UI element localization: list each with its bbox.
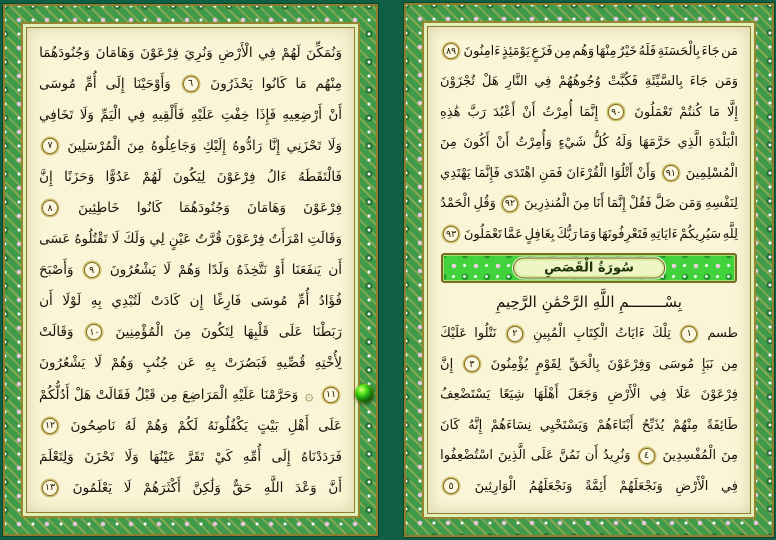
quran-word: رَادُّوهُ: [232, 137, 263, 154]
ayah-number-marker: ٩٢: [502, 196, 518, 212]
quran-word: لَا: [123, 479, 132, 496]
quran-word: فِي: [258, 44, 276, 61]
quran-word: وَيَسْتَحْيِي: [539, 417, 589, 433]
quran-word: الْقُرْءَانَ: [566, 165, 607, 181]
quran-word: رَبَطْنَا: [312, 324, 342, 341]
quran-word: مُوسَى: [658, 356, 695, 372]
quran-word: عَن: [177, 355, 196, 372]
quran-word: يُذَبِّحُ: [641, 417, 665, 433]
quran-word: أَنَا: [592, 196, 605, 212]
quran-word: الَّذِينَ: [497, 448, 526, 464]
quran-text-line: [39, 130, 342, 161]
ayah-number-marker: ٥: [443, 478, 459, 494]
quran-text-line: [440, 128, 738, 159]
ayah-number-marker: ٢: [507, 326, 523, 342]
quran-word: وَلَدًا: [207, 262, 230, 279]
ayah-number-marker: ٦: [183, 76, 199, 92]
quran-word: أُمِّهِ: [242, 448, 262, 465]
quran-word: لِأُخْتِهِ: [314, 355, 342, 372]
quran-word: لِيَكُونَ: [172, 168, 206, 185]
quran-word: عَلَيْهِ: [190, 106, 215, 123]
quran-word: فَالْتَقَطَهُ: [298, 168, 342, 185]
quran-word: عَمَّا: [503, 226, 523, 242]
quran-word: بِهِ: [204, 355, 216, 372]
quran-word: فَتَعْرِفُونَهَا: [597, 226, 649, 242]
quran-word: وَهُمْ: [145, 417, 169, 434]
quran-word: رَبَّ: [467, 104, 487, 120]
quran-word: أَنَّ: [328, 479, 342, 496]
quran-text-line: [39, 99, 342, 130]
quran-word: الْوَارِثِينَ: [474, 478, 517, 494]
quran-word: وَحَزَنًا: [64, 168, 95, 185]
ayah-number-marker: ١٣: [42, 480, 58, 496]
quran-word: وَجُنُودَهُمَا: [39, 44, 91, 61]
quran-word: وَمَن: [714, 74, 738, 90]
ayah-number-marker: ٩١: [663, 165, 679, 181]
quran-word: رَبُّكَ: [556, 226, 578, 242]
quran-word: فِرْعَوْنَ: [700, 387, 738, 403]
quran-word: إِلَى: [105, 75, 125, 92]
quran-text-line: [39, 286, 342, 317]
quran-word: مَن: [721, 43, 738, 59]
quran-word: الْأَرْضِ: [607, 387, 641, 403]
quran-word: تَعْمَلُونَ: [463, 226, 502, 242]
quran-word: نَمُنَّ: [558, 448, 580, 464]
quran-word: جَاءَ: [701, 43, 720, 59]
quran-word: فِي: [720, 478, 738, 494]
quran-word: لَتُبْدِي: [111, 293, 142, 310]
quran-word: وَلَهُ: [615, 135, 633, 151]
quran-word: طسم: [707, 326, 738, 342]
quran-word: لَوْلَا: [62, 293, 82, 310]
ayah-number-marker: ٩: [84, 262, 100, 278]
quran-text-line: [440, 441, 738, 472]
quran-word: فِرْعَوْنَ: [216, 168, 256, 185]
quran-word: وَلَا: [327, 137, 342, 154]
ayah-number-marker: ٨٩: [443, 43, 459, 59]
quran-word: فِي: [534, 74, 552, 90]
quran-word: فَرَدَدْنَاهُ: [301, 448, 342, 465]
quran-word: عَدُوًّا: [105, 168, 131, 185]
right-page-top-text: [440, 36, 738, 250]
quran-word: تَقَرَّ: [186, 448, 205, 465]
quran-word: أَرْضِعِيهِ: [282, 106, 322, 123]
quran-word: تِلْكَ: [652, 326, 671, 342]
quran-word: مِنْهُم: [315, 75, 342, 92]
quran-word: وَفِرْعَوْنَ: [607, 356, 652, 372]
ayah-number-marker: ٧: [42, 138, 58, 154]
quran-word: أَنْ: [495, 135, 510, 151]
quran-word: وَحَرَّمْنَا: [260, 386, 299, 403]
quran-word: عَلَيْهِ: [232, 386, 257, 403]
ayah-number-marker: ٨: [42, 200, 58, 216]
quran-word: لَا: [94, 355, 102, 372]
quran-word: حَقٌّ: [232, 479, 253, 496]
quran-text-line: [39, 379, 342, 410]
quran-word: النَّارِ: [505, 74, 528, 90]
quran-word: ءَامِنُونَ: [463, 43, 501, 59]
quran-word: وَأَصْبَحَ: [39, 262, 74, 279]
quran-word: أَئِمَّةً: [584, 478, 607, 494]
quran-word: فَلَهُ: [638, 43, 657, 59]
quran-word: عَيْنٍ: [168, 231, 192, 248]
quran-word: كَادَتْ: [150, 293, 181, 310]
quran-word: فَأَلْقِيهِ: [151, 106, 185, 123]
quran-word: مِنْهُمْ: [672, 417, 699, 433]
quran-word: وَلَا: [79, 106, 94, 123]
quran-word: أَكُونَ: [463, 135, 490, 151]
quran-word: لَهُ: [124, 417, 137, 434]
quran-word: فَقُلْ: [628, 196, 652, 212]
rub-el-hizb-icon: ۞: [304, 385, 314, 404]
quran-word: فَزَعٍ: [531, 43, 553, 59]
quran-word: إِلَّا: [726, 104, 738, 120]
quran-text-line: [39, 192, 342, 223]
quran-word: إِنَّمَا: [579, 104, 599, 120]
quran-word: مِنَ: [721, 448, 738, 464]
position-marker-sphere-icon[interactable]: [355, 384, 374, 403]
quran-word: تَخَافِي: [39, 106, 74, 123]
quran-word: قُرَّتُ: [195, 231, 222, 248]
quran-word: أَهْلِ: [287, 417, 309, 434]
right-page[interactable]: [404, 3, 774, 537]
quran-word: نَتَّخِذَهُ: [236, 262, 268, 279]
ayah-number-marker: ١٢: [42, 418, 58, 434]
quran-word: إِنَّ: [440, 356, 454, 372]
ayah-number-marker: ٤: [639, 448, 655, 464]
quran-word: إِلَيْكِ: [202, 137, 227, 154]
quran-word: وَجَاعِلُوهُ: [150, 137, 197, 154]
quran-word: أُمِّ: [297, 293, 310, 310]
quran-word: الْمَرَاضِعَ: [182, 386, 228, 403]
quran-word: عَسَى: [39, 231, 71, 248]
quran-word: جُنُبٍ: [142, 355, 169, 372]
quran-word: وَأُمِرْتُ: [515, 135, 552, 151]
quran-word: فِي: [127, 106, 146, 123]
quran-word: وَعْدَ: [295, 479, 317, 496]
quran-word: تَعْمَلُونَ: [634, 104, 673, 120]
quran-word: عَلَى: [318, 417, 342, 434]
quran-word: وَجَعَلَ: [567, 387, 599, 403]
quran-text-line: [39, 255, 342, 286]
quran-word: يَعْلَمُونَ: [72, 479, 113, 496]
quran-word: خِفْتِ: [220, 106, 250, 123]
quran-word: إِن: [189, 293, 204, 310]
quran-word: لِي: [149, 231, 165, 248]
quran-word: كَانُوا: [261, 75, 287, 92]
quran-word: الْيَمِّ: [100, 106, 122, 123]
quran-word: وَلَٰكِنَّ: [192, 479, 221, 496]
quran-word: الَّذِي: [677, 135, 703, 151]
quran-word: هَلْ: [481, 74, 499, 90]
quran-word: عَلَيْكَ: [440, 326, 468, 342]
quran-word: بِالْحَقِّ: [568, 356, 600, 372]
quran-word: سَيُرِيكُمْ: [679, 226, 721, 242]
quran-word: وَلَا: [124, 448, 139, 465]
quran-word: هَلْ: [73, 386, 92, 403]
quran-word: لِلَّهِ: [722, 226, 738, 242]
quran-word: لِنَفْسِهِ: [704, 196, 738, 212]
quran-word: كَيْ: [214, 448, 233, 465]
quran-word: مِنَ: [572, 196, 590, 212]
quran-word: بِهِ: [90, 293, 102, 310]
ayah-number-marker: ١٠: [86, 324, 102, 340]
quran-word: عَلَا: [675, 387, 692, 403]
quran-word: مِن: [554, 43, 571, 59]
quran-word: نِسَاءَهُمْ: [490, 417, 532, 433]
quran-word: اللَّهِ: [263, 479, 284, 496]
quran-word: أَعْبُدَ: [493, 104, 516, 120]
quran-word: وَنَجْعَلَهُمُ: [528, 478, 573, 494]
ayah-number-marker: ١١: [323, 387, 339, 403]
quran-word: وَلَكَ: [123, 231, 146, 248]
quran-word: ضَلَّ: [654, 196, 676, 212]
quran-word: الْمُبِينِ: [532, 326, 566, 342]
quran-word: وَنُمَكِّنَ: [306, 44, 342, 61]
quran-word: فَكُبَّتْ: [607, 74, 638, 90]
quran-word: وَأَنْ: [636, 165, 656, 181]
quran-word: تَقْتُلُوهُ: [74, 231, 108, 248]
quran-word: لَا: [163, 262, 171, 279]
quran-text-line: [39, 68, 342, 99]
quran-word: مَا: [709, 104, 720, 120]
quran-text-line: [440, 471, 738, 502]
quran-word: مِن: [160, 386, 178, 403]
quran-text-line: [39, 472, 342, 503]
quran-word: إِنَّا: [268, 137, 281, 154]
quran-word: أَبْنَاءَهُمْ: [596, 417, 634, 433]
quran-text-line: [440, 410, 738, 441]
quran-word: جَاءَ: [689, 74, 708, 90]
ayah-number-marker: ٩٣: [443, 226, 459, 242]
quran-word: قَلْبِهَا: [243, 324, 269, 341]
surah-title-cartouche: [513, 257, 665, 278]
quran-word: إِنَّهُ: [468, 417, 483, 433]
right-page-bottom-text: [440, 319, 738, 502]
quran-word: نَتْلُوا: [474, 326, 497, 342]
quran-word: الْحَمْدُ: [440, 196, 471, 212]
quran-word: يَوْمَئِذٍ: [501, 43, 530, 59]
quran-word: فَإِذَا: [255, 106, 277, 123]
quran-word: يَحْذَرُونَ: [210, 75, 253, 92]
ayah-number-marker: ١: [681, 326, 697, 342]
quran-word: عَلَى: [278, 324, 303, 341]
quran-word: وَنُرِيدُ: [603, 448, 631, 464]
quran-text-line: [39, 161, 342, 192]
quran-word: تَحْزَنَ: [84, 448, 115, 465]
quran-word: أَهْلَهَا: [533, 387, 559, 403]
quran-word: شَيْءٍ: [558, 135, 587, 151]
quran-text-line: [39, 348, 342, 379]
quran-word: الْأَرْضِ: [218, 44, 253, 61]
quran-word: اهْتَدَى: [503, 165, 535, 181]
quran-text-line: [440, 349, 738, 380]
quran-word: وَلِتَعْلَمَ: [39, 448, 74, 465]
quran-word: إِنَّ: [39, 168, 53, 185]
quran-word: لَكُمْ: [177, 417, 199, 434]
quran-word: الْأَرْضِ: [675, 478, 709, 494]
quran-word: إِلَى: [271, 448, 291, 465]
quran-word: أَوْ: [274, 262, 285, 279]
ayah-number-marker: ٣: [464, 356, 480, 372]
right-page-paper: [427, 26, 751, 514]
quran-word: وَهُمْ: [178, 262, 201, 279]
quran-word: عَيْنُهَا: [149, 448, 176, 465]
quran-word: كَانُوا: [136, 200, 162, 217]
quran-word: وَهُمْ: [111, 355, 134, 372]
quran-word: فِرْعَوْنَ: [303, 200, 342, 217]
quran-word: مِن: [721, 356, 738, 372]
quran-word: فِي: [649, 387, 667, 403]
quran-word: كَانَ: [440, 417, 460, 433]
quran-word: وَمَا: [579, 226, 597, 242]
quran-text-line: [440, 319, 738, 350]
quran-word: وَقَالَتِ: [307, 231, 342, 248]
quran-word: نَبَإِ: [701, 356, 714, 372]
quran-text-line: [440, 36, 738, 67]
quran-word: وَقَالَتْ: [39, 324, 74, 341]
quran-word: الْمُرْسَلِينَ: [67, 137, 121, 154]
left-page[interactable]: [3, 4, 378, 536]
quran-text-line: [39, 37, 342, 68]
quran-word: أَنْ: [328, 106, 342, 123]
quran-text-line: [440, 380, 738, 411]
quran-word: مُوسَى: [250, 293, 288, 310]
quran-word: شِيَعًا: [499, 387, 525, 403]
quran-word: يُؤْمِنُونَ: [490, 356, 529, 372]
quran-word: وَهَامَانَ: [247, 200, 287, 217]
quran-word: الْبَلْدَةِ: [708, 135, 738, 151]
quran-word: لَا: [111, 231, 120, 248]
quran-word: هَٰذِهِ: [440, 104, 461, 120]
quran-word: لِتَكُونَ: [201, 324, 234, 341]
quran-word: حَرَّمَهَا: [638, 135, 672, 151]
left-page-paper: [26, 27, 355, 513]
quran-word: وَهُم: [572, 43, 595, 59]
quran-word: عَلَى: [530, 448, 554, 464]
quran-word: وَهَامَانَ: [95, 44, 135, 61]
quran-word: فَإِنَّمَا: [474, 165, 500, 181]
quran-word: وُجُوهُهُمْ: [558, 74, 601, 90]
quran-word: وَجُنُودَهُمَا: [178, 200, 230, 217]
quran-word: أُمِرْتُ: [542, 104, 573, 120]
quran-word: فِرْعَوْنَ: [140, 44, 179, 61]
quran-word: فَمَنِ: [538, 165, 563, 181]
surah-title: سُورَةُ الْقَصَصِ: [544, 260, 634, 275]
quran-word: بِالسَّيِّئَةِ: [644, 74, 683, 90]
quran-word: فَارِغًا: [212, 293, 242, 310]
quran-text-line: [440, 219, 738, 250]
quran-word: الْمُفْسِدِينَ: [662, 448, 717, 464]
quran-word: أَتْلُوَا: [610, 165, 633, 181]
quran-word: الْمُسْلِمِينَ: [685, 165, 738, 181]
quran-word: لِقَوْمٍ: [535, 356, 562, 372]
quran-word: يَسْتَضْعِفُ: [440, 387, 491, 403]
quran-word: بِالْحَسَنَةِ: [657, 43, 701, 59]
quran-word: وَقُلِ: [473, 196, 496, 212]
quran-word: وَأَوْحَيْنَا: [133, 75, 171, 92]
quran-word: يَشْعُرُونَ: [39, 355, 86, 372]
quran-word: لَهُمْ: [281, 44, 301, 61]
quran-word: أَن: [584, 448, 599, 464]
quran-word: مِنَ: [173, 324, 192, 341]
quran-word: يَشْعُرُونَ: [109, 262, 157, 279]
quran-word: فَقَالَتْ: [95, 386, 131, 403]
quran-text-line: [440, 67, 738, 98]
quran-word: يَنفَعَنَا: [291, 262, 322, 279]
quran-word: مِنَ: [440, 135, 457, 151]
quran-word: يَهْتَدِي: [440, 165, 471, 181]
quran-word: أَن: [39, 293, 53, 310]
surah-title-banner: [441, 253, 737, 283]
quran-word: قَبْلُ: [134, 386, 156, 403]
quran-word: مِنَ: [126, 137, 145, 154]
quran-word: تَحْزَنِي: [286, 137, 322, 154]
left-page-text: [39, 37, 342, 503]
quran-text-line: [440, 158, 738, 189]
quran-word: فَبَصُرَتْ: [224, 355, 268, 372]
quran-word: إِنَّمَا: [607, 196, 626, 212]
quran-text-line: [39, 441, 342, 472]
quran-word: أَنْ: [522, 104, 536, 120]
quran-text-line: [440, 189, 738, 220]
quran-word: ءَايَاتُ: [615, 326, 645, 342]
quran-word: أَدُلُّكُمْ: [39, 386, 70, 403]
quran-word: كُلُّ: [592, 135, 609, 151]
quran-word: أَن: [328, 262, 342, 279]
quran-text-line: [440, 97, 738, 128]
quran-text-line: [39, 317, 342, 348]
quran-word: فِرْعَوْنَ: [225, 231, 265, 248]
quran-text-line: [39, 224, 342, 255]
quran-word: مُوسَى: [39, 75, 76, 92]
quran-word: ءَايَاتِهِ: [649, 226, 678, 242]
quran-word: قُصِّيهِ: [276, 355, 306, 372]
quran-word: وَمَن: [678, 196, 702, 212]
quran-word: طَائِفَةً: [706, 417, 738, 433]
quran-word: اسْتُضْعِفُوا: [440, 448, 493, 464]
ayah-number-marker: ٩٠: [608, 104, 624, 120]
quran-word: مَا: [295, 75, 307, 92]
quran-word: نَاصِحُونَ: [70, 417, 116, 434]
quran-word: ءَالُ: [266, 168, 287, 185]
quran-word: بَيْتٍ: [257, 417, 279, 434]
quran-word: تُجْزَوْنَ: [440, 74, 476, 90]
quran-word: يَكْفُلُونَهُ: [207, 417, 248, 434]
quran-word: فُؤَادُ: [318, 293, 342, 310]
quran-word: الْكِتَابِ: [573, 326, 608, 342]
quran-word: مِنْهَا: [595, 43, 617, 59]
quran-word: وَنُرِيَ: [184, 44, 213, 61]
quran-word: خَاطِئِينَ: [78, 200, 120, 217]
bismillah-text: بِسْــــــــمِ اللَّهِ الرَّحْمَٰنِ الرَّحِيمِ: [496, 293, 682, 311]
quran-word: امْرَأَتُ: [268, 231, 304, 248]
quran-word: وَنَجْعَلَهُمْ: [619, 478, 663, 494]
quran-word: الْمُؤْمِنِينَ: [115, 324, 164, 341]
quran-word: أَكْثَرَهُمْ: [143, 479, 181, 496]
quran-word: خَيْرٌ: [618, 43, 638, 59]
quran-text-line: [39, 410, 342, 441]
quran-word: الْمُنذِرِينَ: [524, 196, 570, 212]
quran-word: بِغَافِلٍ: [524, 226, 555, 242]
quran-word: لَهُمْ: [142, 168, 162, 185]
quran-word: أُمِّ: [84, 75, 97, 92]
quran-word: كُنتُمْ: [679, 104, 702, 120]
